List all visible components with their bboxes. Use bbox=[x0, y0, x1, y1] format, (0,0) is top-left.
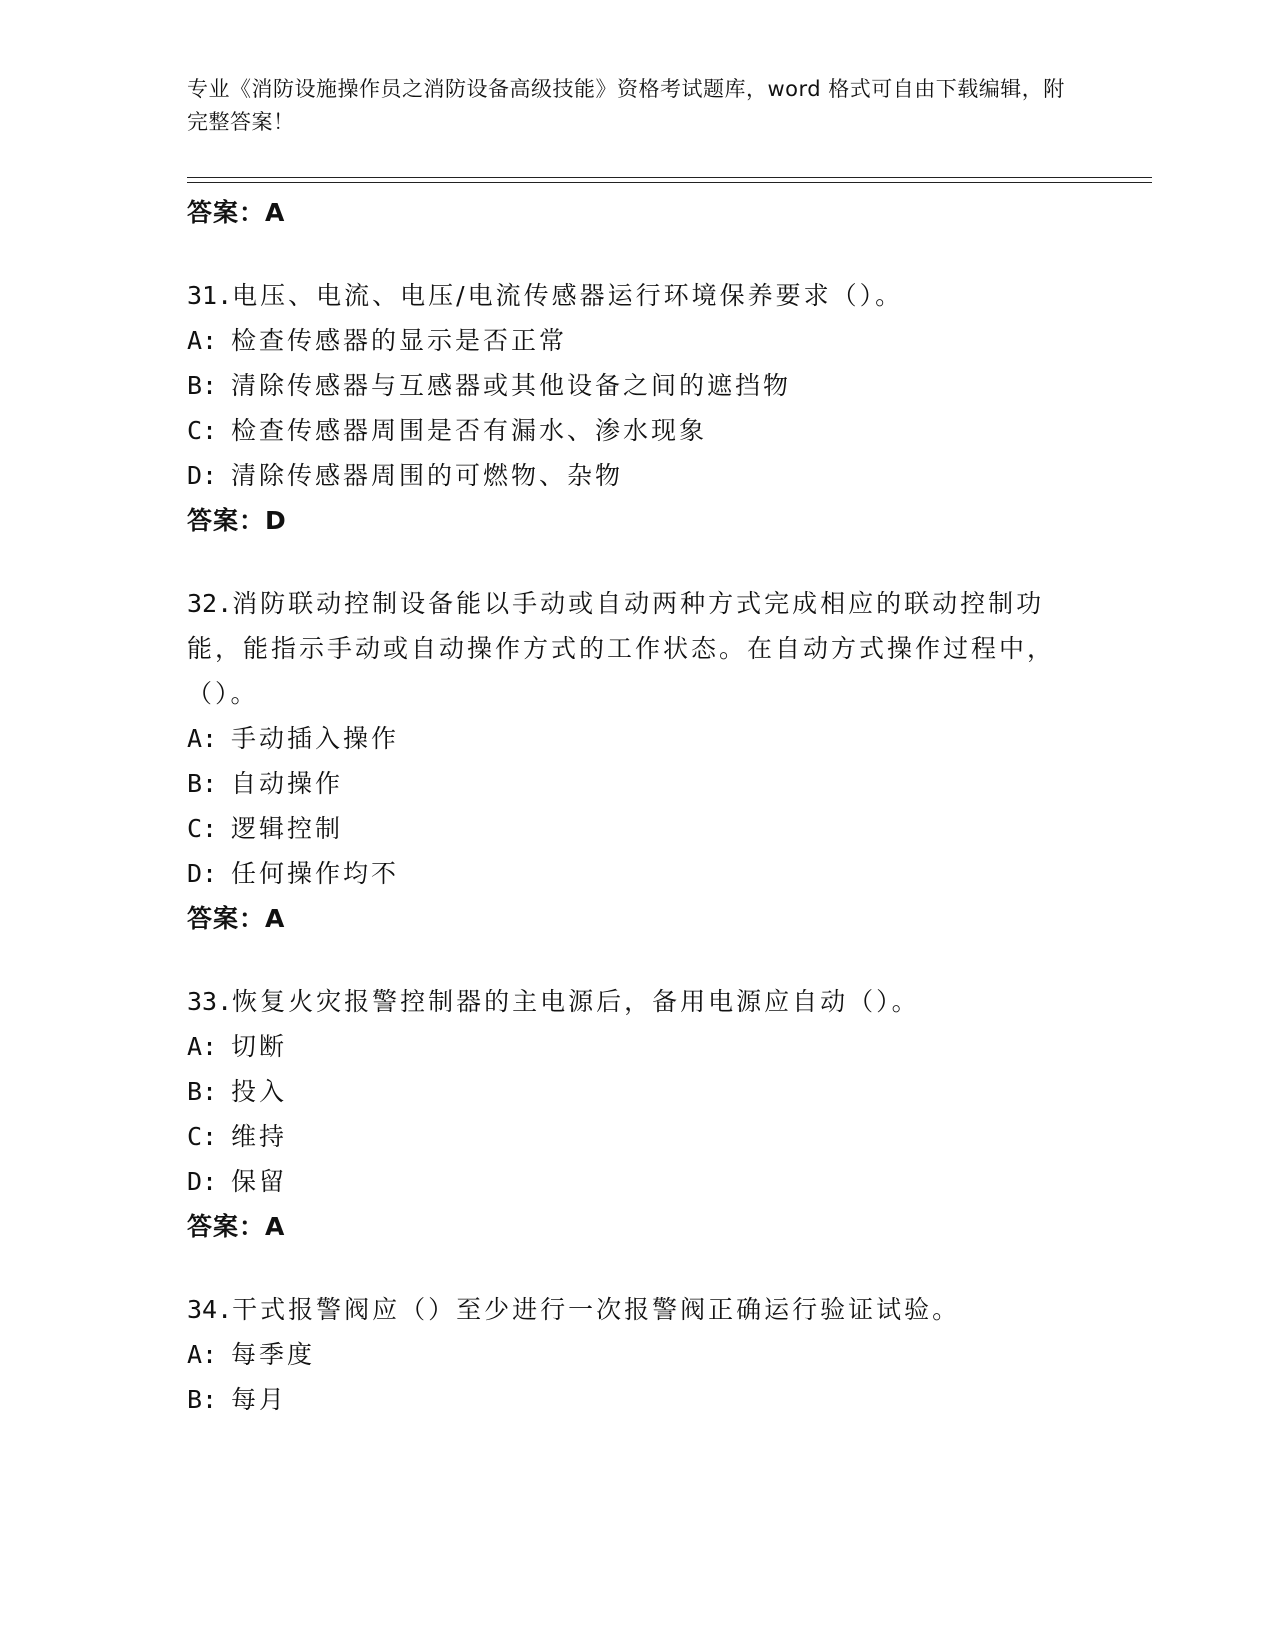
option-text: 清除传感器与互感器或其他设备之间的遮挡物 bbox=[231, 371, 792, 400]
option-key: B: bbox=[187, 371, 218, 400]
option-d bbox=[187, 851, 1087, 896]
answer-label: 答案：D bbox=[187, 506, 287, 535]
question-31 bbox=[187, 273, 1087, 543]
option-b bbox=[187, 761, 1087, 806]
document-header: 专业《消防设施操作员之消防设备高级技能》资格考试题库，word 格式可自由下载编辑，附完整答案！ bbox=[187, 77, 1065, 134]
question-stem bbox=[187, 979, 1087, 1024]
option-key: A: bbox=[187, 1340, 218, 1369]
option-key: C: bbox=[187, 1122, 218, 1151]
option-key: B: bbox=[187, 1385, 218, 1414]
option-c bbox=[187, 1114, 1087, 1159]
option-d bbox=[187, 453, 1087, 498]
option-c bbox=[187, 408, 1087, 453]
option-key: C: bbox=[187, 814, 218, 843]
question-32 bbox=[187, 581, 1087, 941]
option-a bbox=[187, 1332, 1087, 1377]
question-text: 消防联动控制设备能以手动或自动两种方式完成相应的联动控制功能，能指示手动或自动操作方式的工作状态。在自动方式操作过程中，（）。 bbox=[187, 589, 1056, 708]
option-text: 每季度 bbox=[231, 1340, 316, 1369]
option-key: B: bbox=[187, 769, 218, 798]
question-stem bbox=[187, 273, 1087, 318]
option-b bbox=[187, 1069, 1087, 1114]
question-text: 电压、电流、电压/电流传感器运行环境保养要求（）。 bbox=[232, 281, 904, 310]
option-text: 检查传感器周围是否有漏水、渗水现象 bbox=[231, 416, 708, 445]
question-34 bbox=[187, 1287, 1087, 1422]
option-a bbox=[187, 1024, 1087, 1069]
option-key: A: bbox=[187, 724, 218, 753]
option-key: D: bbox=[187, 461, 218, 490]
option-text: 每月 bbox=[231, 1385, 288, 1414]
option-text: 检查传感器的显示是否正常 bbox=[231, 326, 568, 355]
option-key: A: bbox=[187, 326, 218, 355]
question-text: 干式报警阀应（）至少进行一次报警阀正确运行验证试验。 bbox=[232, 1295, 961, 1324]
option-text: 投入 bbox=[231, 1077, 288, 1106]
option-a bbox=[187, 716, 1087, 761]
question-number: 31. bbox=[187, 281, 233, 310]
question-stem bbox=[187, 581, 1087, 716]
option-text: 保留 bbox=[231, 1167, 288, 1196]
question-33 bbox=[187, 979, 1087, 1249]
option-a bbox=[187, 318, 1087, 363]
option-text: 切断 bbox=[231, 1032, 288, 1061]
answer-label: 答案：A bbox=[187, 198, 286, 227]
question-text: 恢复火灾报警控制器的主电源后，备用电源应自动（）。 bbox=[232, 987, 920, 1016]
option-key: B: bbox=[187, 1077, 218, 1106]
question-number: 34. bbox=[187, 1295, 233, 1324]
header-rule-top bbox=[187, 177, 1152, 178]
answer-label: 答案：A bbox=[187, 1212, 286, 1241]
question-number: 32. bbox=[187, 589, 233, 618]
question-list bbox=[187, 190, 1087, 1422]
option-key: D: bbox=[187, 859, 218, 888]
option-text: 逻辑控制 bbox=[231, 814, 344, 843]
option-text: 维持 bbox=[231, 1122, 288, 1151]
question-number: 33. bbox=[187, 987, 233, 1016]
option-b bbox=[187, 1377, 1087, 1422]
question-stem bbox=[187, 1287, 1087, 1332]
option-c bbox=[187, 806, 1087, 851]
option-text: 任何操作均不 bbox=[231, 859, 400, 888]
option-text: 自动操作 bbox=[231, 769, 344, 798]
option-text: 手动插入操作 bbox=[231, 724, 400, 753]
option-text: 清除传感器周围的可燃物、杂物 bbox=[231, 461, 624, 490]
option-key: C: bbox=[187, 416, 218, 445]
option-d bbox=[187, 1159, 1087, 1204]
option-key: D: bbox=[187, 1167, 218, 1196]
option-b bbox=[187, 363, 1087, 408]
header-rule-bottom bbox=[187, 182, 1152, 183]
option-key: A: bbox=[187, 1032, 218, 1061]
answer-label: 答案：A bbox=[187, 904, 286, 933]
